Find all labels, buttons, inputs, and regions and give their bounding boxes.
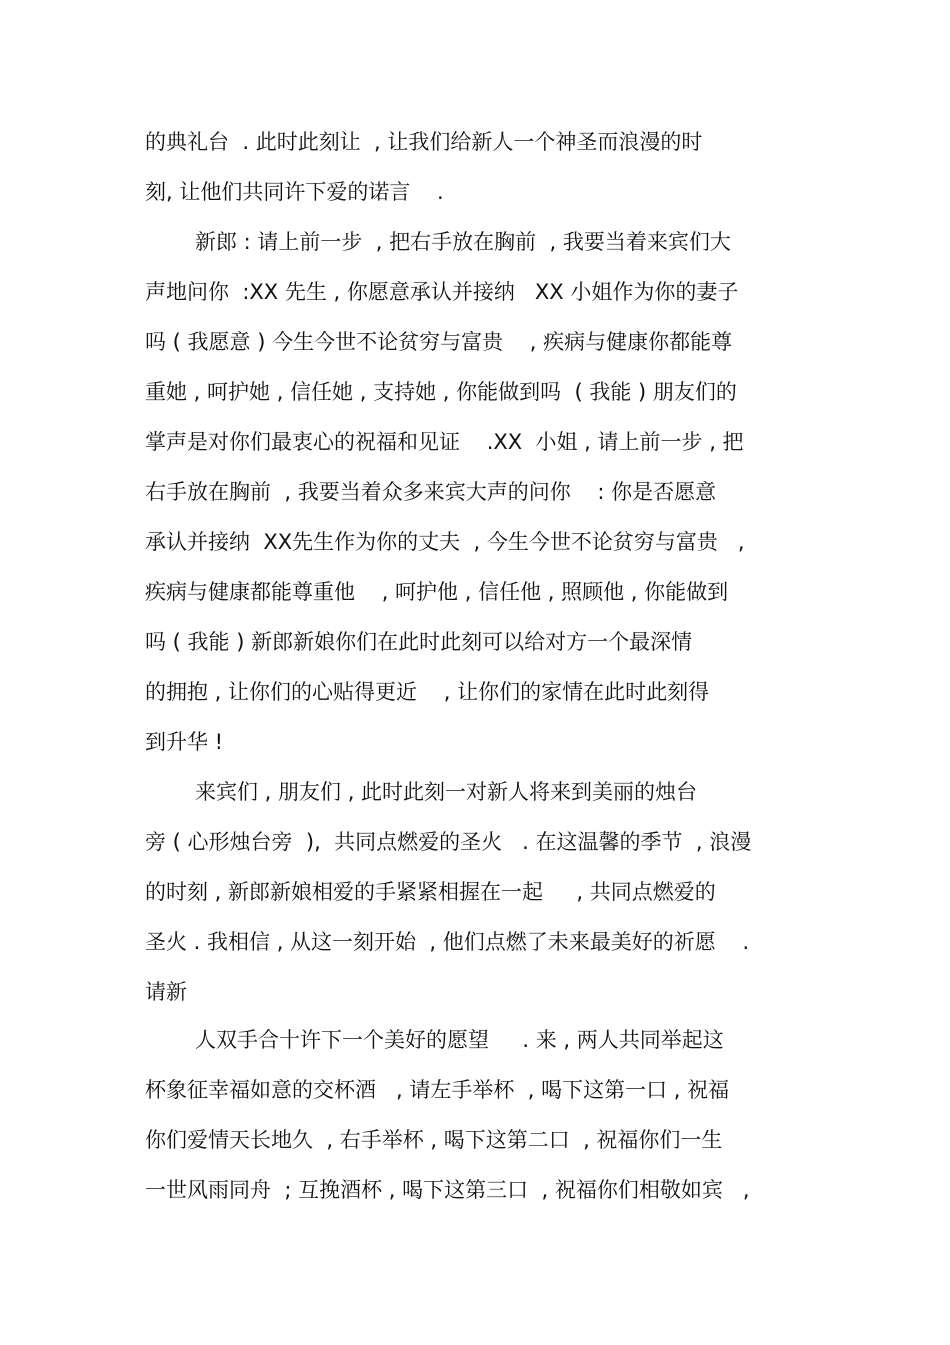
text-line: 你们爱情天长地久 , 右手举杯 , 喝下这第二口 , 祝福你们一生: [145, 1128, 723, 1152]
text-line: 重她 , 呵护她 , 信任她 , 支持她 , 你能做到吗 ( 我能 ) 朋友们的: [145, 380, 737, 404]
text-line: 吗 ( 我愿意 ) 今生今世不论贫穷与富贵 , 疾病与健康你都能尊: [145, 330, 733, 354]
text-line: 疾病与健康都能尊重他 , 呵护他 , 信任他 , 照顾他 , 你能做到: [145, 580, 729, 604]
text-line: 吗 ( 我能 ) 新郎新娘你们在此时此刻可以给对方一个最深情: [145, 630, 693, 654]
paragraph-start-line: 新郎 : 请上前一步 , 把右手放在胸前 , 我要当着来宾们大: [195, 230, 731, 254]
text-line: 请新: [145, 980, 187, 1004]
paragraph-start-line: 来宾们 , 朋友们 , 此时此刻一对新人将来到美丽的烛台: [195, 780, 698, 804]
text-line: 到升华 !: [145, 730, 224, 754]
text-line: 右手放在胸前 , 我要当着众多来宾大声的问你 : 你是否愿意: [145, 480, 717, 504]
text-line: 的典礼台 . 此时此刻让 , 让我们给新人一个神圣而浪漫的时: [145, 130, 703, 154]
text-line: 承认并接纳 XX先生作为你的丈夫 , 今生今世不论贫穷与富贵 ,: [145, 530, 745, 554]
text-line: 一世风雨同舟 ; 互挽酒杯 , 喝下这第三口 , 祝福你们相敬如宾 ,: [145, 1178, 750, 1202]
text-line: 的时刻 , 新郎新娘相爱的手紧紧相握在一起 , 共同点燃爱的: [145, 880, 716, 904]
text-line: 的拥抱 , 让你们的心贴得更近 , 让你们的家情在此时此刻得: [145, 680, 710, 704]
text-line: 声地问你 :XX 先生 , 你愿意承认并接纳 XX 小姐作为你的妻子: [145, 280, 739, 304]
text-line: 掌声是对你们最衷心的祝福和见证 .XX 小姐 , 请上前一步 , 把: [145, 430, 744, 454]
text-line: 旁 ( 心形烛台旁 ), 共同点燃爱的圣火 . 在这温馨的季节 , 浪漫: [145, 830, 752, 854]
text-line: 杯象征幸福如意的交杯酒 , 请左手举杯 , 喝下这第一口 , 祝福: [145, 1078, 730, 1102]
text-line: 圣火 . 我相信 , 从这一刻开始 , 他们点燃了未来最美好的祈愿 .: [145, 930, 750, 954]
paragraph-start-line: 人双手合十许下一个美好的愿望 . 来 , 两人共同举起这: [195, 1028, 724, 1052]
text-line: 刻, 让他们共同许下爱的诺言 .: [145, 180, 444, 204]
